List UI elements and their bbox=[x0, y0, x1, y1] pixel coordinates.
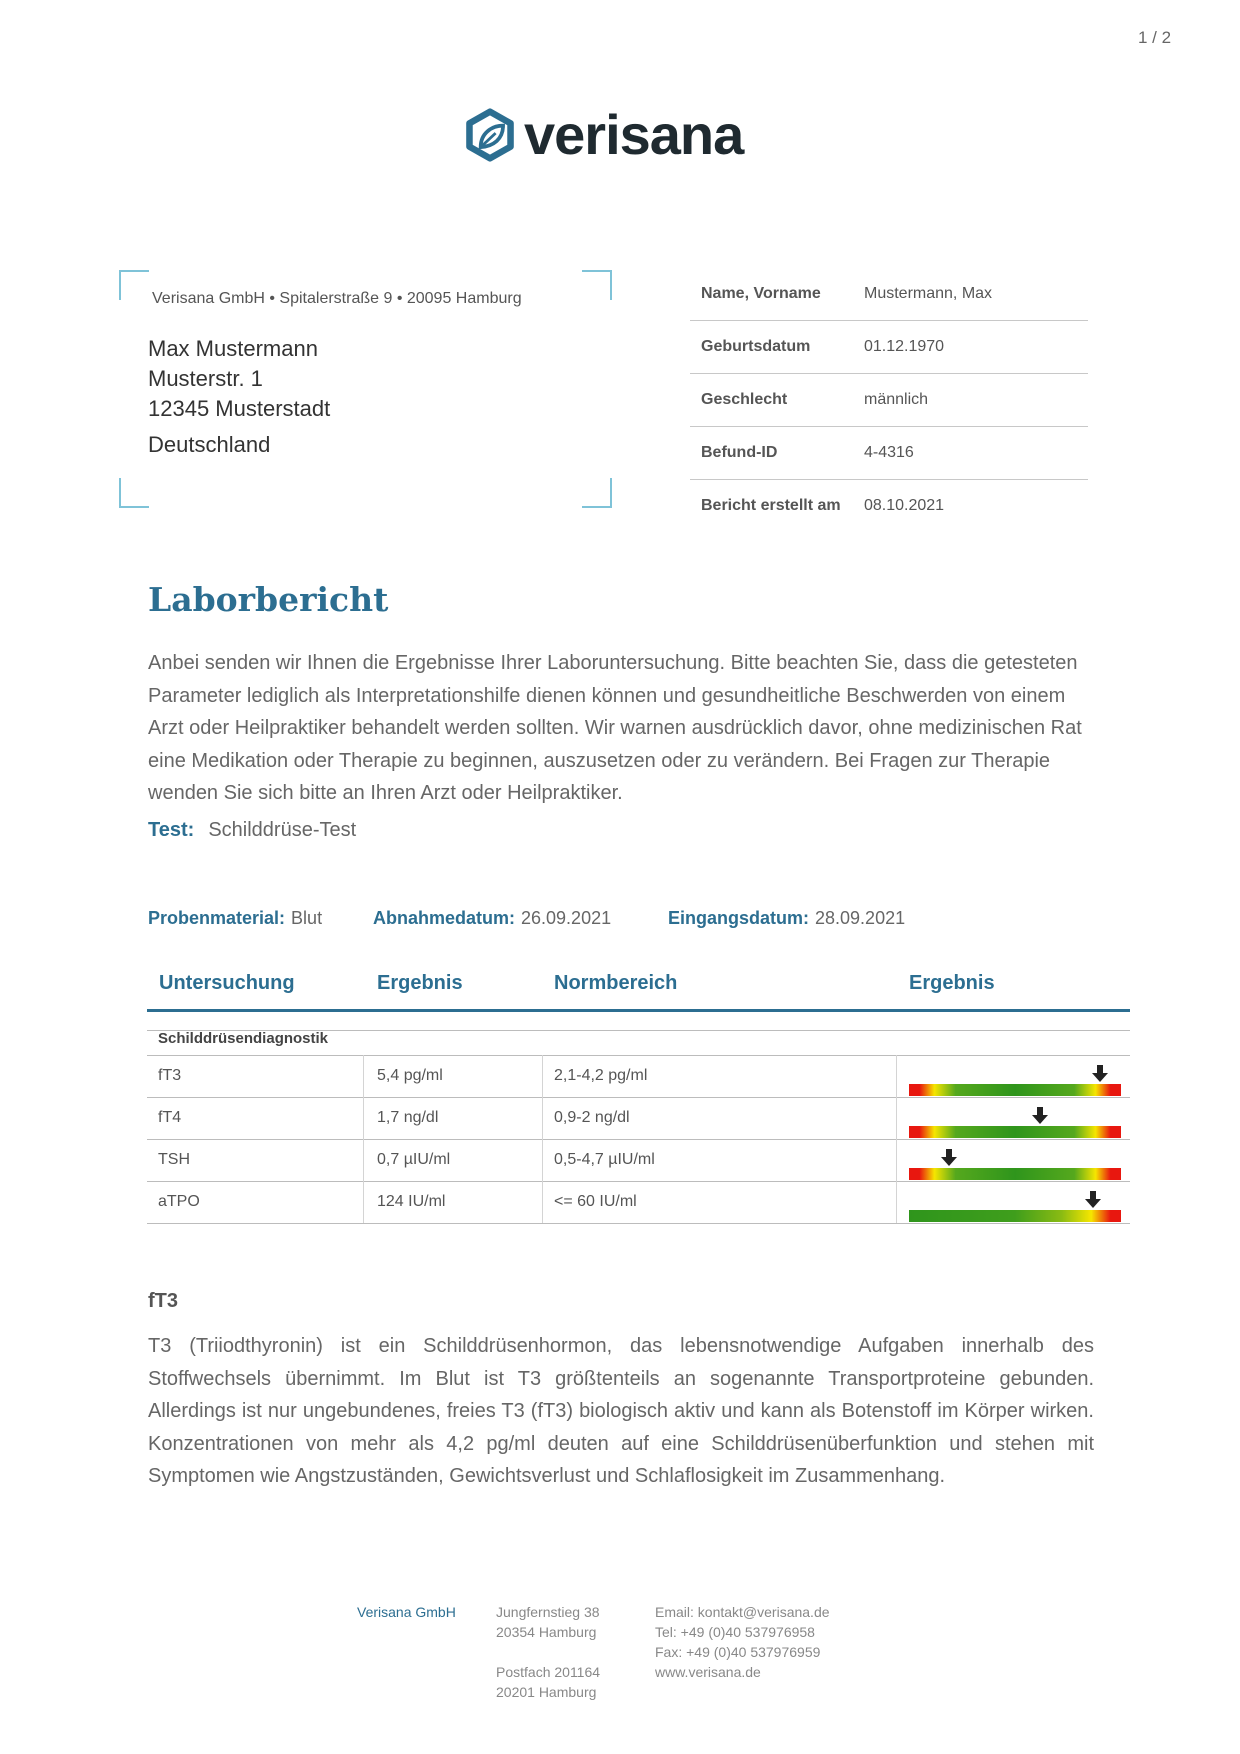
patient-info-table bbox=[690, 268, 1088, 532]
footer-phone: Tel: +49 (0)40 537976958 bbox=[655, 1624, 815, 1640]
patient-info-row bbox=[690, 321, 1088, 374]
row-range: <= 60 IU/ml bbox=[554, 1193, 637, 1210]
info-label: Befund-ID bbox=[701, 444, 778, 461]
footer-website: www.verisana.de bbox=[655, 1664, 761, 1680]
section-ft3-title: fT3 bbox=[148, 1290, 178, 1312]
info-value: 4-4316 bbox=[864, 444, 914, 461]
header-normbereich: Normbereich bbox=[554, 972, 678, 994]
recipient-address bbox=[148, 334, 330, 460]
section-ft3-text: T3 (Triiodthyronin) ist ein Schilddrüsenhormon, das lebensnotwendige Aufgaben innerhalb des Stoffwechsels übernimmt. Im Blut ist T3 größtenteils an sogenannte Transportproteine gebunden. Allerdings ist nur ungebundenes, freies T3 (fT3) biologisch aktiv und kann als Botenstoff im Körper wirken. Konzentrationen von mehr als 4,2 pg/ml deuten auf eine Schilddrüsenüberfunktion und stehen mit Symptomen wie Angstzuständen, Gewichtsverlust und Schlaflosigkeit im Zusammenhang. bbox=[148, 1335, 1094, 1487]
table-header-rule bbox=[147, 1009, 1130, 1012]
received-date bbox=[668, 908, 905, 929]
range-bar bbox=[909, 1168, 1121, 1180]
info-label: Geburtsdatum bbox=[701, 338, 811, 355]
address-window-corner bbox=[582, 478, 612, 508]
row-result: 124 IU/ml bbox=[377, 1193, 446, 1210]
recipient-street: Musterstr. 1 bbox=[148, 366, 263, 391]
patient-info-row bbox=[690, 427, 1088, 480]
table-divider bbox=[147, 1181, 1130, 1182]
footer-fax: Fax: +49 (0)40 537976959 bbox=[655, 1644, 821, 1660]
test-label: Test: bbox=[148, 819, 195, 841]
footer-contact bbox=[655, 1602, 830, 1682]
material-label: Probenmaterial: bbox=[148, 908, 286, 928]
range-bar bbox=[909, 1084, 1121, 1096]
hexagon-leaf-icon bbox=[462, 107, 518, 163]
info-value: 08.10.2021 bbox=[864, 497, 945, 514]
row-parameter: fT4 bbox=[158, 1109, 182, 1126]
verisana-logo bbox=[462, 104, 743, 166]
page-title: Laborbericht bbox=[148, 580, 389, 619]
footer-address bbox=[496, 1602, 600, 1702]
address-window-corner bbox=[119, 478, 149, 508]
received-value: 28.09.2021 bbox=[815, 908, 906, 928]
range-bar bbox=[909, 1126, 1121, 1138]
received-label: Eingangsdatum: bbox=[668, 908, 810, 928]
recipient-name: Max Mustermann bbox=[148, 336, 318, 361]
column-separator bbox=[896, 1055, 897, 1223]
row-parameter: fT3 bbox=[158, 1067, 182, 1084]
patient-info-row bbox=[690, 374, 1088, 427]
result-marker-arrow bbox=[1084, 1191, 1102, 1209]
sample-material bbox=[148, 908, 322, 929]
section-label: Schilddrüsendiagnostik bbox=[158, 1030, 329, 1047]
footer-address-line: Jungfernstieg 38 bbox=[496, 1604, 600, 1620]
collection-date bbox=[373, 908, 611, 929]
collection-value: 26.09.2021 bbox=[521, 908, 612, 928]
row-parameter: TSH bbox=[158, 1151, 190, 1168]
info-label: Geschlecht bbox=[701, 391, 788, 408]
address-window-corner bbox=[119, 270, 149, 300]
footer-email: Email: kontakt@verisana.de bbox=[655, 1604, 830, 1620]
header-ergebnis-graph: Ergebnis bbox=[909, 972, 995, 994]
test-name bbox=[148, 819, 356, 842]
column-separator bbox=[363, 1055, 364, 1223]
row-result: 5,4 pg/ml bbox=[377, 1067, 443, 1084]
logo-wordmark: verisana bbox=[524, 103, 744, 166]
recipient-city: 12345 Musterstadt bbox=[148, 396, 331, 421]
footer-address-line: 20354 Hamburg bbox=[496, 1624, 597, 1640]
header-untersuchung: Untersuchung bbox=[159, 972, 295, 994]
column-separator bbox=[542, 1055, 543, 1223]
range-bar bbox=[909, 1210, 1121, 1222]
result-marker-arrow bbox=[940, 1149, 958, 1167]
test-value: Schilddrüse-Test bbox=[208, 819, 357, 841]
table-divider bbox=[147, 1097, 1130, 1098]
row-result: 1,7 ng/dl bbox=[377, 1109, 439, 1126]
info-value: Mustermann, Max bbox=[864, 285, 993, 302]
info-value: männlich bbox=[864, 391, 929, 408]
sender-line: Verisana GmbH • Spitalerstraße 9 • 20095 Hamburg bbox=[152, 290, 522, 307]
row-range: 0,5-4,7 µIU/ml bbox=[554, 1151, 655, 1168]
table-divider bbox=[147, 1055, 1130, 1056]
table-divider bbox=[147, 1139, 1130, 1140]
footer-postbox-line: 20201 Hamburg bbox=[496, 1684, 597, 1700]
material-value: Blut bbox=[291, 908, 323, 928]
footer-postbox-line: Postfach 201164 bbox=[496, 1664, 601, 1680]
patient-info-row bbox=[690, 480, 1088, 532]
collection-label: Abnahmedatum: bbox=[373, 908, 516, 928]
result-marker-arrow bbox=[1091, 1065, 1109, 1083]
info-label: Bericht erstellt am bbox=[701, 497, 841, 514]
footer-company: Verisana GmbH bbox=[357, 1604, 456, 1620]
row-parameter: aTPO bbox=[158, 1193, 200, 1210]
info-label: Name, Vorname bbox=[701, 285, 821, 302]
intro-paragraph: Anbei senden wir Ihnen die Ergebnisse Ihrer Laboruntersuchung. Bitte beachten Sie, dass die getesteten Parameter lediglich als Interpretationshilfe dienen können und gesundheitliche Beschwerden von einem Arzt oder Heilpraktiker behandelt werden sollten. Wir warnen ausdrücklich davor, ohne medizinischen Rat eine Medikation oder Therapie zu beginnen, auszusetzen oder zu verändern. Bei Fragen zur Therapie wenden Sie sich bitte an Ihren Arzt oder Heilpraktiker. bbox=[148, 652, 1082, 804]
page-number: 1 / 2 bbox=[1138, 28, 1172, 47]
row-range: 2,1-4,2 pg/ml bbox=[554, 1067, 648, 1084]
recipient-country: Deutschland bbox=[148, 432, 271, 457]
table-divider bbox=[147, 1223, 1130, 1224]
header-ergebnis: Ergebnis bbox=[377, 972, 463, 994]
row-range: 0,9-2 ng/dl bbox=[554, 1109, 630, 1126]
info-value: 01.12.1970 bbox=[864, 338, 945, 355]
patient-info-row bbox=[690, 268, 1088, 321]
result-marker-arrow bbox=[1031, 1107, 1049, 1125]
address-window-corner bbox=[582, 270, 612, 300]
row-result: 0,7 µIU/ml bbox=[377, 1151, 451, 1168]
